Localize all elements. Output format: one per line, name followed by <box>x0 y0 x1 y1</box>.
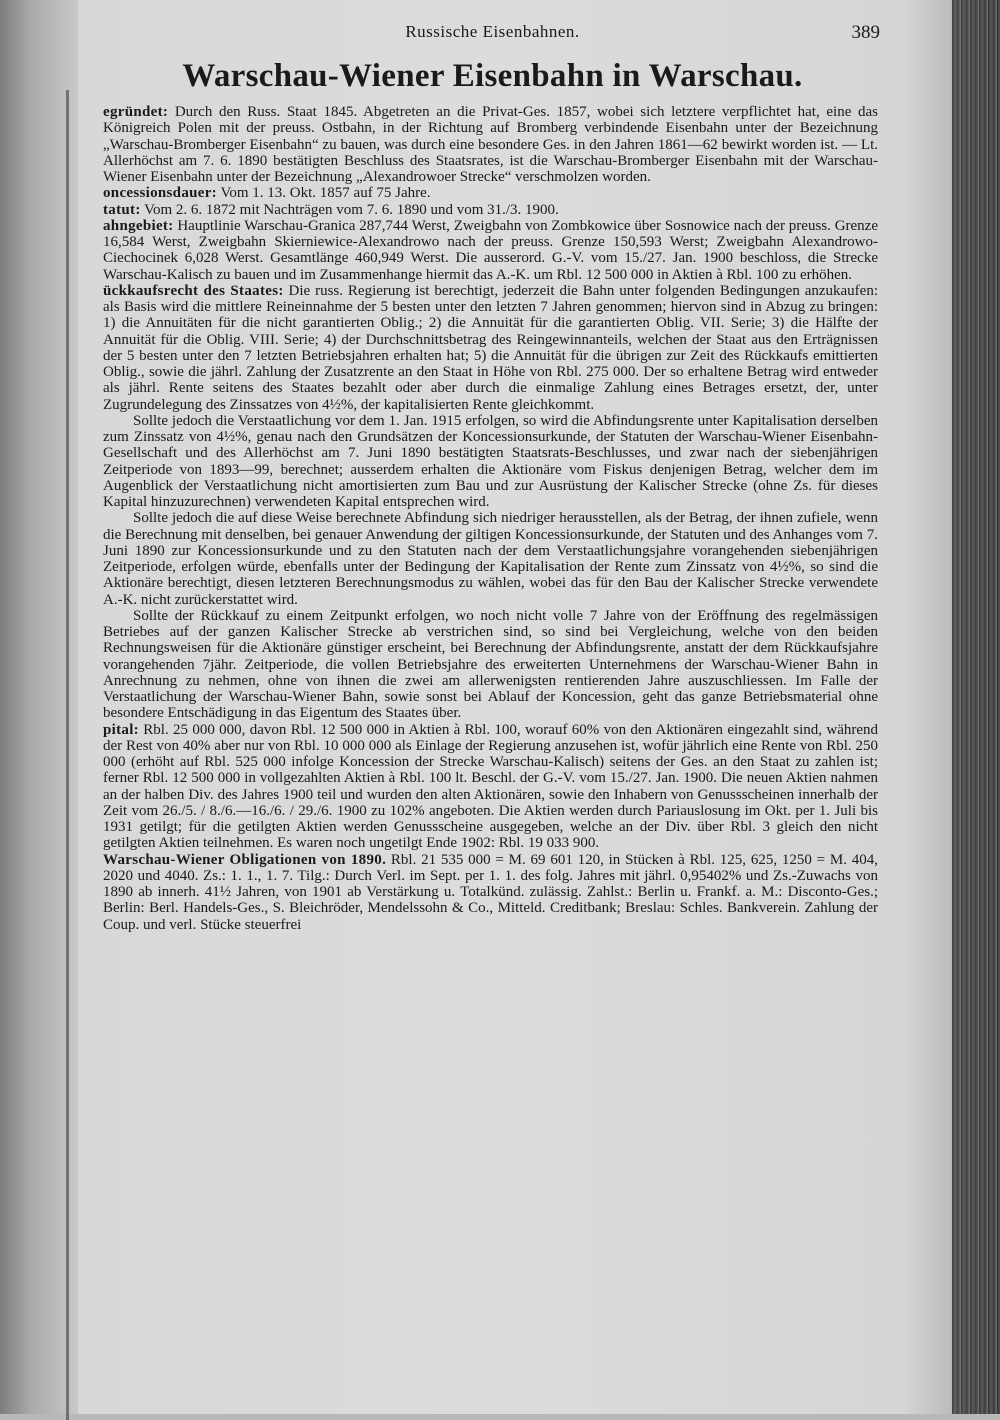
article-body <box>103 104 878 933</box>
section-text: Sollte jedoch die Verstaatlichung vor dem 1. Jan. 1915 erfolgen, so wird die Abfindungsrente unter Kapitalisation derselben zum Zinssatz von 4½%, genau nach den Grundsätzen der Koncessionsurkunde, der Statuten der Warschau-Wiener Eisenbahn-Gesellschaft und des Allerhöchst am 7. Juni 1890 bestätigten Staatsrats-Beschlusses, und zwar nach der siebenjährigen Zeitperiode von 1893—99, berechnet; ausserdem erhalten die Aktionäre vom Fiskus denjenigen Betrag, welcher dem im Augenblick der Verstaatlichung nicht amortisierten zum Bau und zur Ausrüstung der Kalischer Strecke (ohne Zs. für dieses Kapital hinzuzurechnen) verwendeten Kapital entsprechen wird. <box>103 412 878 510</box>
section-text: Sollte der Rückkauf zu einem Zeitpunkt erfolgen, wo noch nicht volle 7 Jahre von der Eröffnung des regelmässigen Betriebes auf der ganzen Kalischer Strecke ab verstrichen sind, so sind bei Vergleichung, welche von den beiden Rechnungsweisen für die Aktionäre günstiger erscheint, bei Berechnung der Abfindungsrente, anstatt der dem Rückkaufsjahre vorangehenden 7jähr. Zeitperiode, die vollen Betriebsjahre des erweiterten Unternehmens der Warschau-Wiener Bahn in Anrechnung zu nehmen, ohne von ihnen die zwei am allerwenigsten rentierenden Jahre auszuschliessen. Im Falle der Verstaatlichung der Warschau-Wiener Bahn, sowie sonst bei Ablauf der Koncession, geht das ganze Betriebsmaterial ohne besondere Entschädigung in das Eigentum des Staates über. <box>103 607 878 722</box>
paragraph-rueckkauf-zeitpunkt <box>103 608 878 722</box>
section-text: Vom 2. 6. 1872 mit Nachträgen vom 7. 6. 1890 und vom 31./3. 1900. <box>140 201 559 218</box>
section-term: ahngebiet: <box>103 217 174 234</box>
section-term: tatut: <box>103 201 141 218</box>
page-header <box>105 22 880 52</box>
section-term: Warschau-Wiener Obligationen von 1890. <box>103 851 387 868</box>
section-koncessionsdauer <box>103 185 878 201</box>
binding-shadow <box>66 90 69 1420</box>
page-number: 389 <box>851 22 880 43</box>
running-title: Russische Eisenbahnen. <box>405 22 580 41</box>
section-term: oncessionsdauer: <box>103 185 217 202</box>
paragraph-verstaatlichung-1915 <box>103 413 878 511</box>
section-text: Rbl. 25 000 000, davon Rbl. 12 500 000 in Aktien à Rbl. 100, worauf 60% von den Aktionären eingezahlt sind, während der Rest von 40% aber nur von Rbl. 10 000 000 als Einlage der Regierung anzusehen ist, wofür jährlich eine Rente von Rbl. 250 000 (erhöht auf Rbl. 525 000 infolge Koncession der Strecke Warschau-Kalisch) seitens der Ges. an den Staat zu zahlen ist; ferner Rbl. 12 500 000 in vollgezahlten Aktien à Rbl. 100 lt. Beschl. der G.-V. vom 15./27. Jan. 1900. Die neuen Aktien nahmen an der halben Div. des Jahres 1900 teil und wurden den alten Aktionären, sowie den Inhabern von Genussscheinen innerhalb der Zeit vom 26./5. / 8./6.—16./6. / 29./6. 1900 zu 102% angeboten. Die Aktien werden durch Pariauslosung im Okt. per 1. Juli bis 1931 getilgt; für die getilgten Aktien werden Genussscheine ausgegeben, welche an der Div. über Rbl. 3 gleich den nicht getilgten Aktien teilnehmen. Es waren noch ungetilgt Ende 1902: Rbl. 19 033 900. <box>103 721 878 852</box>
section-gegruendet <box>103 104 878 185</box>
section-term: ückkaufsrecht des Staates: <box>103 282 284 299</box>
section-term: egründet: <box>103 104 169 120</box>
section-rueckkaufsrecht <box>103 283 878 413</box>
page-edge-stack <box>952 0 1000 1414</box>
section-term: pital: <box>103 721 139 738</box>
paragraph-abfindung <box>103 510 878 608</box>
section-statut <box>103 202 878 218</box>
section-text: Durch den Russ. Staat 1845. Abgetreten an die Privat-Ges. 1857, wobei sich letztere verpflichtet hat, eine das Königreich Polen mit der preuss. Ostbahn, in der Richtung auf Bromberg verbindende Eisenbahn unter der Bezeichnung „Warschau-Bromberger Eisenbahn“ zu bauen, was durch eine besondere Ges. in den Jahren 1861—62 bewirkt worden ist. — Lt. Allerhöchst am 7. 6. 1890 bestätigten Beschluss des Staatsrates, ist die Warschau-Bromberger Eisenbahn mit der Warschau-Wiener Eisenbahn unter der Bezeichnung „Alexandrowoer Strecke“ verschmolzen worden. <box>103 104 878 185</box>
section-obligationen-1890 <box>103 852 878 933</box>
section-text: Die russ. Regierung ist berechtigt, jederzeit die Bahn unter folgenden Bedingungen anzukaufen: als Basis wird die mittlere Reineinnahme der 5 besten unter den letzten 7 Jahren genommen; hiervon sind in Abzug zu bringen: 1) die Annuitäten für die nicht garantierten Oblig.; 2) die Annuität für die garantierten Oblig. VII. Serie; 3) die Hälfte der Annuität für die Oblig. VIII. Serie; 4) der Durchschnittsbetrag des Reingewinnanteils, welchen der Staat aus den Erträgnissen der 5 besten unter den 7 letzten Betriebsjahren erhalten hat; 5) die Annuität für die übrigen zur Zeit des Rückkaufs emittierten Oblig., sowie die jährl. Zahlung der Zusatzrente an den Staat in Höhe von Rbl. 275 000. Der so erhaltene Betrag wird entweder als jährl. Rente seitens des Staates bezahlt oder aber durch die einmalige Zahlung eines Betrages ersetzt, der, unter Zugrundelegung des Zinssatzes von 4½%, der kapitalisierten Rente gleichkommt. <box>103 282 879 413</box>
section-text: Vom 1. 13. Okt. 1857 auf 75 Jahre. <box>216 185 431 202</box>
section-text: Hauptlinie Warschau-Granica 287,744 Werst, Zweigbahn von Zombkowice über Sosnowice nach der preuss. Grenze 16,584 Werst, Zweigbahn Skierniewice-Alexandrowo nach der preuss. Grenze 150,593 Werst; Zweigbahn Alexandrowo-Ciechocinek 6,028 Werst. Gesamtlänge 460,949 Werst. Die ausserord. G.-V. vom 15./27. Jan. 1900 beschloss, die Strecke Warschau-Kalisch zu bauen und im Zusammenhange hiermit das A.-K. um Rbl. 12 500 000 in Aktien à Rbl. 100 zu erhöhen. <box>103 217 878 283</box>
section-bahngebiet <box>103 218 878 283</box>
section-text: Sollte jedoch die auf diese Weise berechnete Abfindung sich niedriger herausstellen, als der Betrag, der ihnen zufiele, wenn die Berechnung mit denselben, bei genauer Anwendung der giltigen Koncessionsurkunde, der Statuten und des Anhanges vom 7. Juni 1890 zur Koncessionsurkunde und zu den Statuten nach der dem Verstaatlichungsjahre vorangehenden siebenjährigen Zeitperiode, erfolgen würde, ebenfalls unter der Bedingung der Kapitalisation der Rente zum Zinssatz von 4½%, so sind die Aktionäre berechtigt, diesen letzteren Berechnungsmodus zu wählen, wobei das für den Bau der Kalischer Strecke verwendete A.-K. nicht zurückerstattet wird. <box>103 510 878 608</box>
section-kapital <box>103 722 878 852</box>
section-text: Rbl. 21 535 000 = M. 69 601 120, in Stücken à Rbl. 125, 625, 1250 = M. 404, 2020 und 4040. Zs.: 1. 1., 1. 7. Tilg.: Durch Verl. im Sept. per 1. 1. des folg. Jahres mit jährl. 0,95402% und Zs.-Zuwachs von 1890 ab innerh. 41½ Jahren, von 1901 ab Verstärkung u. Totalkünd. zulässig. Zahlst.: Berlin u. Frankf. a. M.: Disconto-Ges.; Berlin: Berl. Handels-Ges., S. Bleichröder, Mendelssohn & Co., Mitteld. Creditbank; Breslau: Schles. Bankverein. Zahlung der Coup. und verl. Stücke steuerfrei <box>103 851 878 933</box>
article-title: Warschau-Wiener Eisenbahn in Warschau. <box>182 58 803 94</box>
